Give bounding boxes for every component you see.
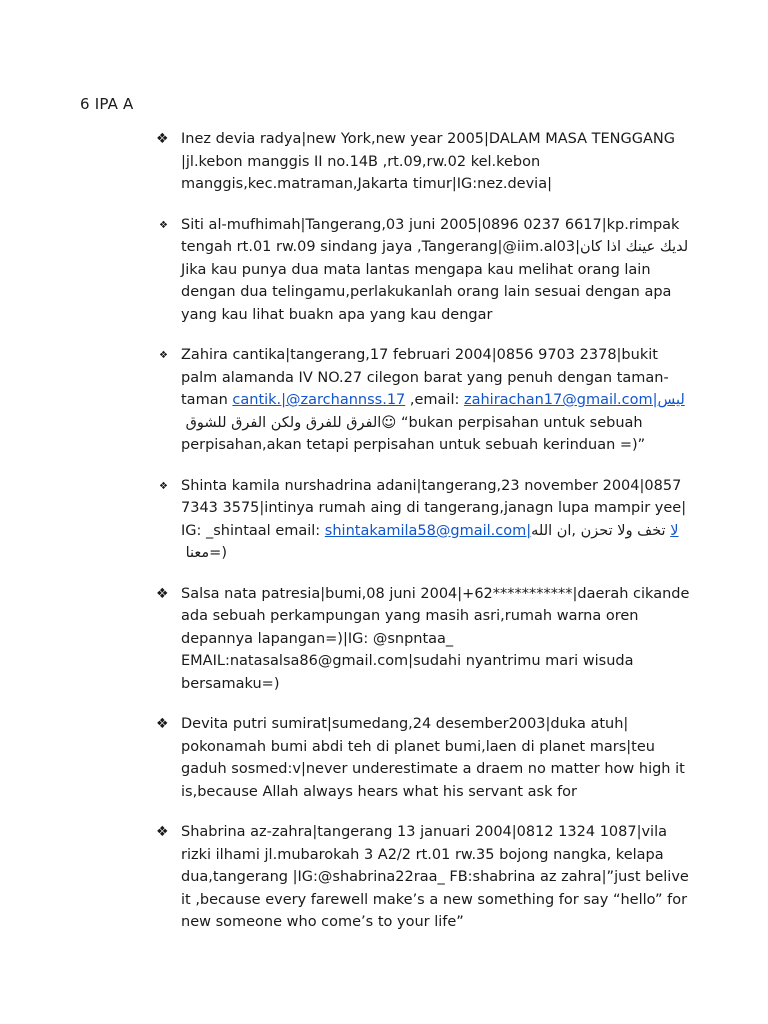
list-item [160,344,690,457]
arabic-link[interactable]: لا [670,522,679,539]
entry-text: Shinta kamila nurshadrina adani|tangerang,23 november 2004|0857 7343 3575|intinya rumah aing di tangerang,janagn lupa mampir yee| IG: _shintaal email: shintakamila58@gmail.com| لا تخف ولا تحزن ,ان الله معنا =) [181,477,687,561]
list-item [156,583,690,696]
email-link[interactable]: shintakamila58@gmail.com| [324,522,532,539]
small-diamond-bullet-icon: ❖ [159,219,168,231]
entry-text: Inez devia radya|new York,new year 2005|DALAM MASA TENGGANG |jl.kebon manggis II no.14B ,rt.09,rw.02 kel.kebon manggis,kec.matraman,Jakarta timur|IG:nez.devia| [181,131,675,192]
email-link[interactable]: zahirachan17@gmail.com|ليس [463,392,685,408]
arabic-text: الفرق للفرق ولكن الفرق للشوق [181,414,382,431]
entry-text: Salsa nata patresia|bumi,08 juni 2004|+62***********|daerah cikande ada sebuah perkampungan yang masih asri,rumah warna oren depannya lapangan=)|IG: @snpntaa_ EMAIL:natasalsa86@gmail.com|sudahi nyantrimu mari wisuda bersamaku=) [181,585,690,692]
diamond-bullet-icon: ❖ [156,716,169,732]
list-item [160,214,690,327]
small-diamond-bullet-icon: ❖ [159,480,168,492]
list-item [156,713,690,803]
diamond-bullet-icon: ❖ [156,131,169,147]
instagram-link[interactable]: cantik.|@zarchannss.17 [232,392,406,408]
diamond-bullet-icon: ❖ [156,824,169,840]
smiley-icon: ☺ [381,414,397,431]
list-item [160,475,690,565]
class-heading: 6 IPA A [80,95,134,113]
small-diamond-bullet-icon: ❖ [159,350,168,361]
arabic-text: لديك عينك اذا كان [579,239,689,255]
arabic-text: لا تخف ولا تحزن ,ان الله معنا [181,522,679,561]
entry-text: Zahira cantika|tangerang,17 februari 2004|0856 9703 2378|bukit palm alamanda IV NO.27 cilegon barat yang penuh dengan taman-taman cantik.|@zarchannss.17 ,email: zahirachan17@gmail.com|ليس الفرق للفرق ولكن الفرق للشوق ☺ “bukan perpisahan untuk sebuah perpisahan,akan tetapi perpisahan untuk sebuah kerinduan =)” [181,347,685,453]
entry-text: Siti al-mufhimah|Tangerang,03 juni 2005|0896 0237 6617|kp.rimpak tengah rt.01 rw.09 sindang jaya ,Tangerang|@iim.al03|لديك عينك اذا كان Jika kau punya dua mata lantas mengapa kau melihat orang lain dengan dua telingamu,perlakukanlah orang lain sesuai dengan apa yang kau lihat buakn apa yang kau dengar [181,216,689,323]
entry-text: Shabrina az-zahra|tangerang 13 januari 2004|0812 1324 1087|vila rizki ilhami jl.mubarokah 3 A2/2 rt.01 rw.35 bojong nangka, kelapa dua,tangerang |IG:@shabrina22raa_ FB:shabrina az zahra|”just belive it ,because every farewell make’s a new something for say “hello” for new someone who come’s to your life” [181,824,689,930]
list-item [156,821,690,934]
entry-text: Devita putri sumirat|sumedang,24 desember2003|duka atuh| pokonamah bumi abdi teh di planet bumi,laen di planet mars|teu gaduh sosmed:v|never underestimate a draem no matter how high it is,because Allah always hears what his servant ask for [181,716,685,800]
student-list [156,128,690,952]
list-item [156,128,690,196]
diamond-bullet-icon: ❖ [156,585,169,602]
